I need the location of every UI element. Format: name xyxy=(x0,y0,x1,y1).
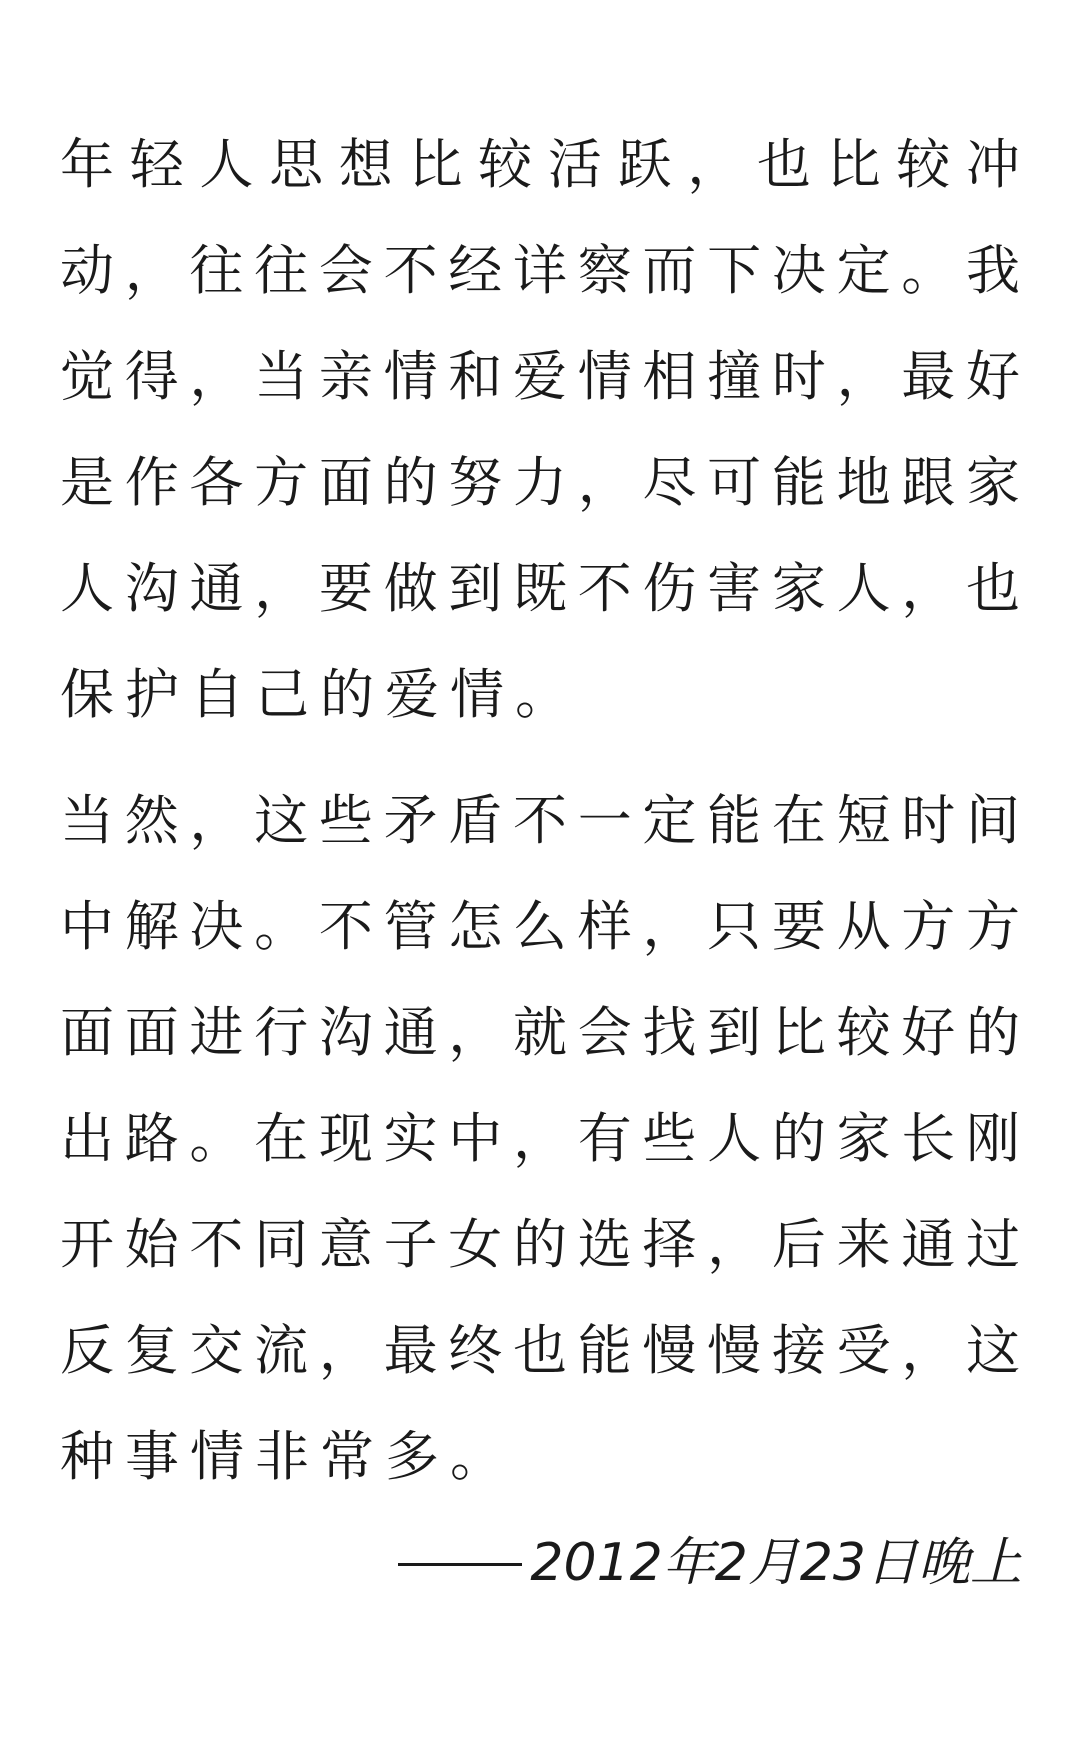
paragraph-line: 人沟通，要做到既不伤害家人，也 xyxy=(60,557,1020,620)
paragraph-line: 反复交流，最终也能慢慢接受，这 xyxy=(60,1319,1020,1382)
paragraph-line: 面面进行沟通，就会找到比较好的 xyxy=(60,1001,1020,1064)
paragraph-line: 中解决。不管怎么样，只要从方方 xyxy=(60,895,1020,958)
paragraph-line: 动，往往会不经详察而下决定。我 xyxy=(60,239,1020,302)
paragraph-line: 开始不同意子女的选择，后来通过 xyxy=(60,1213,1020,1276)
paragraph-line: 种事情非常多。 xyxy=(60,1425,515,1488)
paragraph-1 xyxy=(60,112,1020,748)
paragraph-line: 保护自己的爱情。 xyxy=(60,663,580,726)
paragraph-line: 当然，这些矛盾不一定能在短时间 xyxy=(60,789,1020,852)
signature-date-text: 2012年2月23日晚上 xyxy=(530,1533,1022,1593)
date-signature xyxy=(398,1518,1022,1608)
paragraph-2 xyxy=(60,768,1020,1510)
em-dash-rule xyxy=(398,1563,522,1566)
paragraph-line: 年轻人思想比较活跃，也比较冲 xyxy=(60,133,1020,196)
paragraph-line: 觉得，当亲情和爱情相撞时，最好 xyxy=(60,345,1020,408)
paragraph-line: 是作各方面的努力，尽可能地跟家 xyxy=(60,451,1020,514)
paragraph-line: 出路。在现实中，有些人的家长刚 xyxy=(60,1107,1020,1170)
